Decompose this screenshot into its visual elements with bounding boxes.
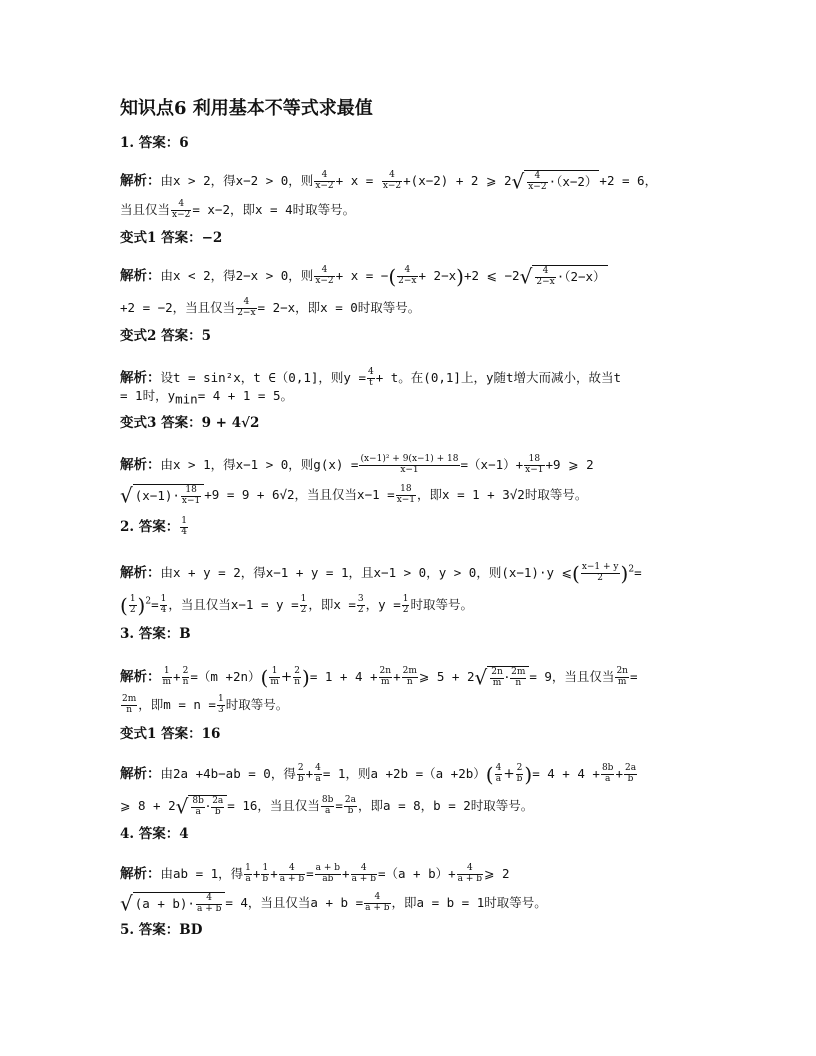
analysis-variant3-line2: √ (x−1)· $\frac{18}{x-1}$ +9 = 9 + 6√2，当且仅当x−1 = $\frac{18}{x-1}$ ，即x = 1 + 3√2时取等号。 [120, 483, 588, 508]
analysis-variant2-line1: 解析：设t = sin²x，t ∈（0,1]，则y = $\frac{4}{t}$ + t。在(0,1]上，y随t增大而减小，故当t [120, 367, 622, 388]
analysis-2-line1: 解析：由x + y = 2，得x−1 + y = 1，且x−1 > 0，y > 0，则(x−1)·y ⩽( $\frac{x-1 + y}{2}$ )$^2$= [120, 561, 642, 586]
answer-heading-variant1: 变式1 答案：−2 [120, 230, 223, 246]
analysis-variant1-line1: 解析：由x < 2，得2−x > 0，则 $\frac{4}{x-2}$ + x = −( $\frac{4}{2-x}$ + 2−x)+2 ⩽ −2√ $\frac{4}{2-x}$ ·（2−x） [120, 264, 606, 289]
page-title: 知识点6 利用基本不等式求最值 [120, 98, 373, 119]
analysis-3-line1: 解析： $\frac{1}{m}$ + $\frac{2}{n}$ =（m +2n）( $\frac{1}{m}$ + $\frac{2}{n}$ )= 1 + 4 + $\frac{2n}{m}$ + $\frac{2m}{n}$ ⩾ 5 + 2√ $\frac{2n}{m}$ · $\frac{2m}{n}$ = 9，当且仅当 $\frac{2n}{m}$ = [120, 665, 638, 690]
analysis-4-line1: 解析：由ab = 1，得 $\frac{1}{a}$ + $\frac{1}{b}$ + $\frac{4}{a + b}$ = $\frac{a + b}{ab}$ + $\frac{4}{a + b}$ =（a + b）+ $\frac{4}{a + b}$ ⩾ 2 [120, 863, 510, 884]
analysis-variant2-line2: = 1时，$y_{min}= 4 + 1 = 5$。 [120, 388, 293, 407]
analysis-3-variant1-line2: ⩾ 8 + 2√ $\frac{8b}{a}$ · $\frac{2a}{b}$ = 16，当且仅当 $\frac{8b}{a}$ = $\frac{2a}{b}$ ，即a = 8，b = 2时取等号。 [120, 794, 534, 819]
analysis-4-line2: √ (a + b)· $\frac{4}{a + b}$ = 4，当且仅当a + b = $\frac{4}{a + b}$ ，即a = b = 1时取等号。 [120, 891, 547, 916]
analysis-1-line2: 当且仅当 $\frac{4}{x-2}$ = x−2，即x = 4时取等号。 [120, 199, 356, 220]
analysis-3-line2: $\frac{2m}{n}$ ，即m = n = $\frac{1}{3}$ 时取等号。 [122, 694, 289, 715]
answer-heading-1: 1. 答案：6 [120, 135, 189, 151]
analysis-variant1-line2: +2 = −2，当且仅当 $\frac{4}{2-x}$ = 2−x，即x = 0时取等号。 [120, 297, 421, 318]
analysis-variant3-line1: 解析：由x > 1，得x−1 > 0，则g(x) = $\frac{\text{(x−1)² + 9(x−1) + 18}}{x-1}$ =（x−1）+ $\frac{18}{x-1}$ +9 ⩾ 2 [120, 454, 594, 475]
answer-heading-3-variant1: 变式1 答案：16 [120, 726, 221, 742]
answer-heading-variant2: 变式2 答案：5 [120, 328, 211, 344]
answer-heading-5: 5. 答案：BD [120, 922, 203, 938]
analysis-2-line2: ( $\frac{1}{2}$ )$^2$= $\frac{1}{4}$ ，当且仅当x−1 = y = $\frac{1}{2}$ ，即x = $\frac{3}{2}$ ，y = $\frac{1}{2}$ 时取等号。 [120, 593, 473, 618]
analysis-1-line1: 解析：由x > 2，得x−2 > 0，则 $\frac{4}{x-2}$ + x = $\frac{4}{x-2}$ +(x−2) + 2 ⩾ 2√ $\frac{4}{x-2}$ ·（x−2） +2 = 6， [120, 169, 658, 194]
answer-heading-2: 2. 答案： $\frac{1}{4}$ [120, 516, 188, 537]
answer-heading-3: 3. 答案：B [120, 626, 191, 642]
answer-heading-variant3: 变式3 答案：9 + 4√2 [120, 415, 260, 431]
analysis-3-variant1-line1: 解析：由2a +4b−ab = 0，得 $\frac{2}{b}$ + $\frac{4}{a}$ = 1，则a +2b =（a +2b）( $\frac{4}{a}$ + $\frac{2}{b}$ )= 4 + 4 + $\frac{8b}{a}$ + $\frac{2a}{b}$ [120, 762, 637, 787]
answer-heading-4: 4. 答案：4 [120, 826, 189, 842]
